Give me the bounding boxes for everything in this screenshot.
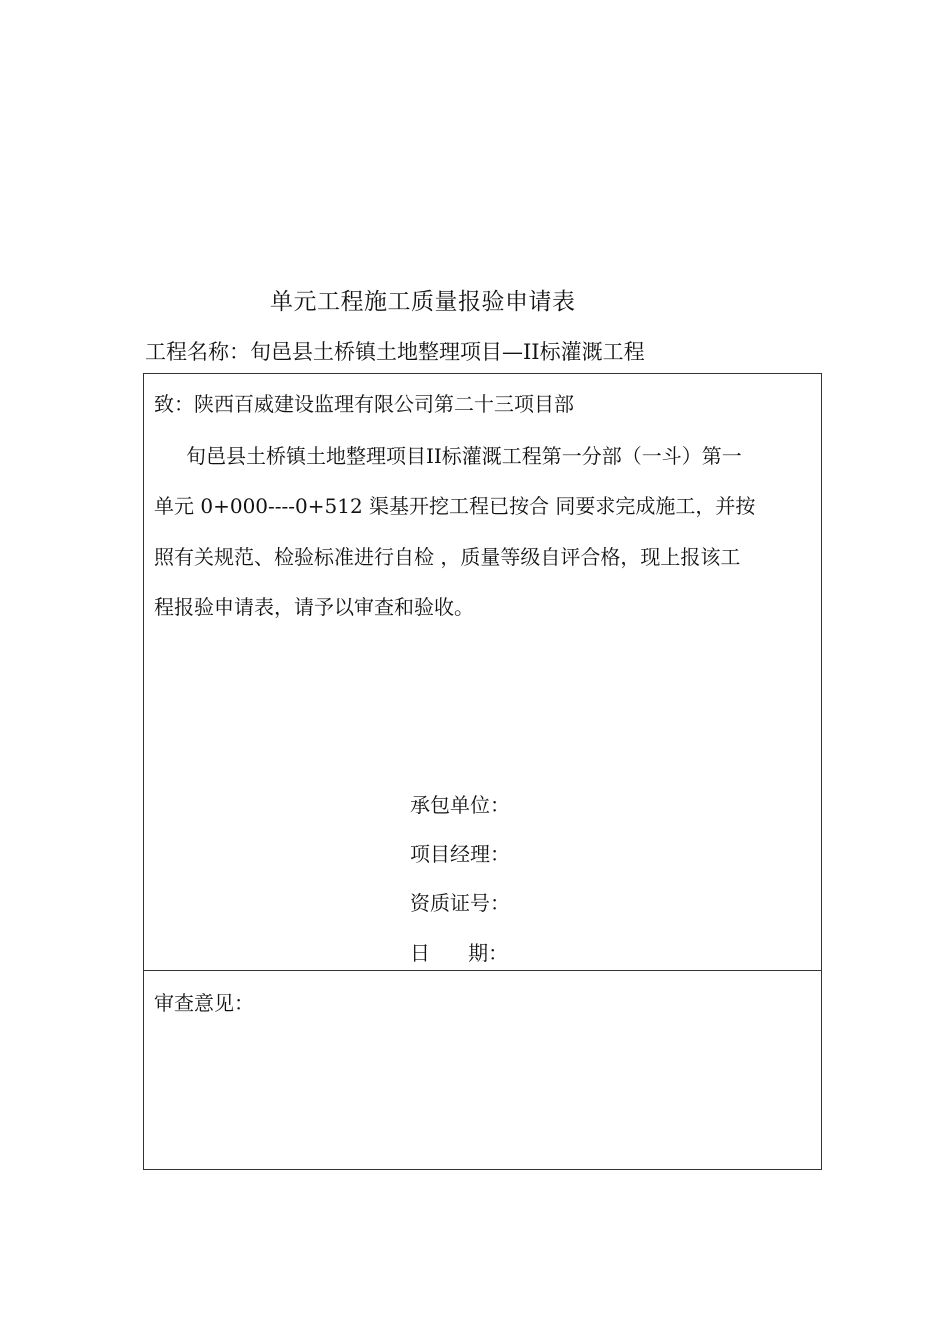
body-text-line-2: 单元 0+000----0+512 渠基开挖工程已按合 同要求完成施工，并按 <box>154 494 756 518</box>
date-label: 日 期： <box>410 941 509 965</box>
body-text-line-4: 程报验申请表，请予以审查和验收。 <box>154 595 474 619</box>
contractor-label: 承包单位： <box>410 793 510 817</box>
body-text-line-3: 照有关规范、检验标准进行自检 ，质量等级自评合格，现上报该工 <box>154 545 741 569</box>
document-title: 单元工程施工质量报验申请表 <box>270 289 576 315</box>
application-section <box>144 374 821 971</box>
review-opinion-label: 审查意见： <box>154 991 254 1015</box>
project-manager-label: 项目经理： <box>410 842 510 866</box>
certificate-number-label: 资质证号： <box>410 891 510 915</box>
body-text-line-1: 旬邑县土桥镇土地整理项目II标灌溉工程第一分部（一斗）第一 <box>186 444 742 468</box>
application-form-table <box>143 373 822 1170</box>
project-name-line: 工程名称：旬邑县土桥镇土地整理项目—II标灌溉工程 <box>145 340 645 364</box>
recipient-line: 致：陕西百威建设监理有限公司第二十三项目部 <box>154 392 574 416</box>
